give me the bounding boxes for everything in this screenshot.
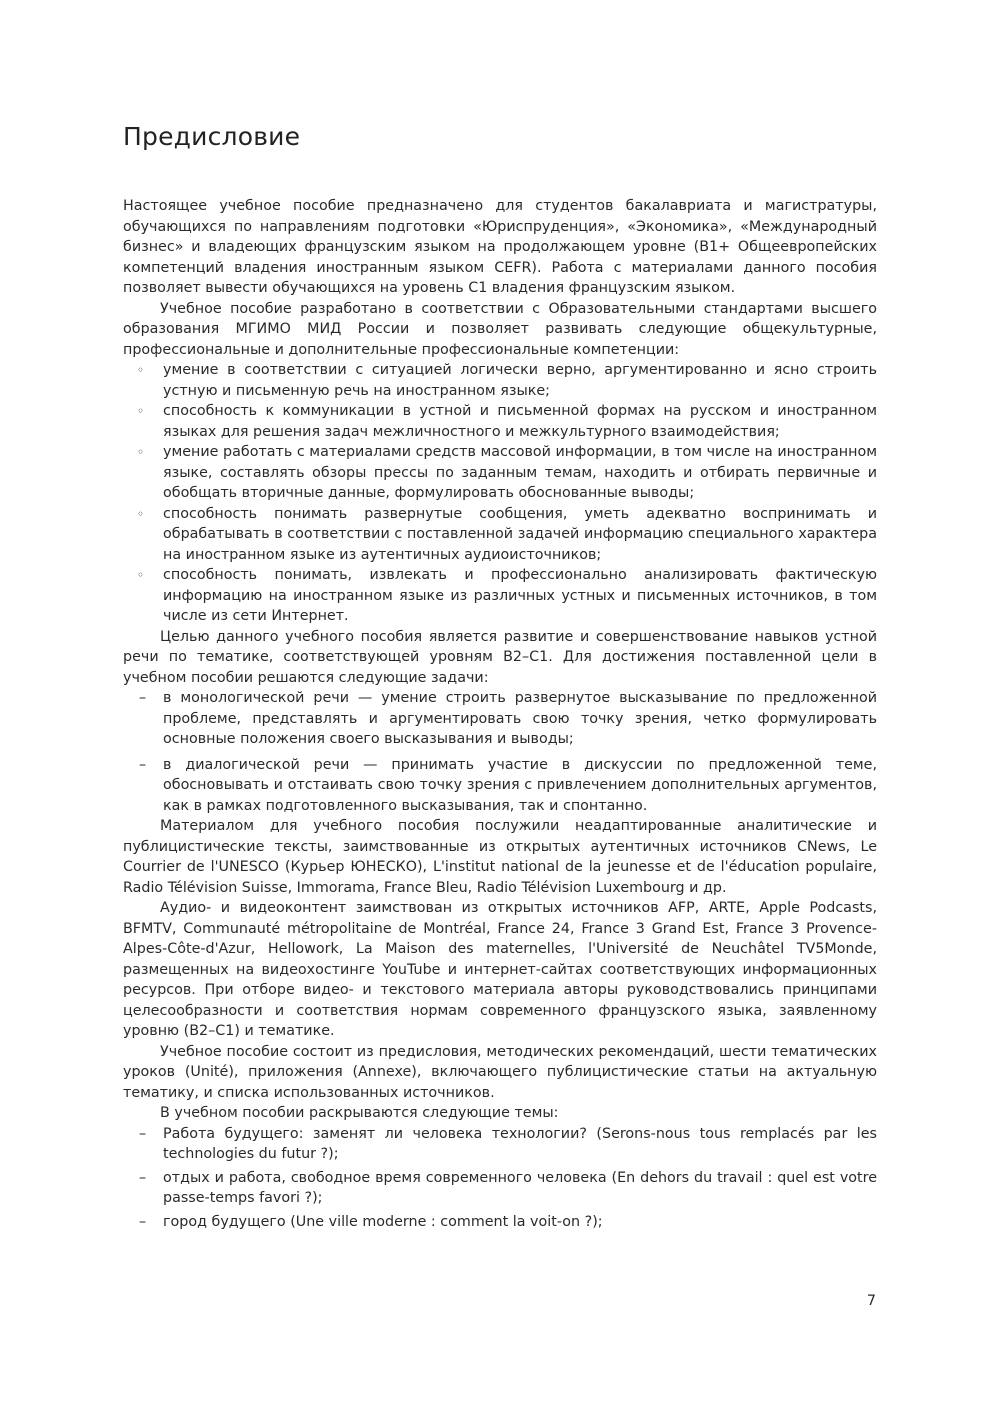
page-number: 7 bbox=[866, 1293, 876, 1309]
topics-list bbox=[123, 1124, 877, 1233]
list-item: – отдых и работа, свободное время современного человека (En dehors du travail : quel est votre passe-temps favori ?); bbox=[123, 1168, 877, 1209]
paragraph-materials: Материалом для учебного пособия послужили неадаптированные аналитические и публицистические тексты, заимствованные из открытых аутентичных источников CNews, Le Courrier de l'UNESCO (Курьер ЮНЕСКО), L'institut national de la jeunesse et de l'éducation populaire, Radio Télévision Suisse, Immorama, France Bleu, Radio Télévision Luxembourg и др. bbox=[123, 818, 877, 896]
paragraph-structure: Учебное пособие состоит из предисловия, методических рекомендаций, шести тематических уроков (Unité), приложения (Annexe), включающего публицистические статьи на актуальную тематику, и списка использованных источников. bbox=[123, 1043, 877, 1101]
list-item: – город будущего (Une ville moderne : comment la voit-on ?); bbox=[123, 1212, 877, 1233]
paragraph-goal: Целью данного учебного пособия является развитие и совершенствование навыков устной речи по тематике, соответствующей уровням B2–C1. Для достижения поставленной цели в учебном пособии решаются следующие задачи: bbox=[123, 628, 877, 686]
page-title: Предисловие bbox=[123, 122, 301, 151]
list-item: ◦ способность к коммуникации в устной и письменной формах на русском и иностранном языках для решения задач межличностного и межкультурного взаимодействия; bbox=[123, 401, 877, 442]
paragraph-topics-intro: В учебном пособии раскрываются следующие темы: bbox=[160, 1105, 559, 1121]
paragraph-standards: Учебное пособие разработано в соответствии с Образовательными стандартами высшего образования МГИМО МИД России и позволяет развивать следующие общекультурные, профессиональные и дополнительные профессиональные компетенции: bbox=[123, 300, 877, 358]
list-item: – Работа будущего: заменят ли человека технологии? (Serons-nous tous remplacés par les technologies du futur ?); bbox=[123, 1124, 877, 1165]
competencies-list bbox=[123, 360, 877, 627]
tasks-list bbox=[123, 688, 877, 816]
list-item: – в диалогической речи — принимать участие в дискуссии по предложенной теме, обосновывать и отстаивать свою точку зрения с привлечением дополнительных аргументов, как в рамках подготовленного высказывания, так и спонтанно. bbox=[123, 755, 877, 817]
body-text bbox=[123, 196, 877, 1235]
list-item: – в монологической речи — умение строить развернутое высказывание по предложенной проблеме, представлять и аргументировать свою точку зрения, четко формулировать основные положения своего высказывания и выводы; bbox=[123, 688, 877, 750]
paragraph-media: Аудио- и видеоконтент заимствован из открытых источников AFP, ARTE, Apple Podcasts, BFMTV, Communauté métropolitaine de Montréal, France 24, France 3 Grand Est, France 3 Provence-Alpes-Côte-d'Azur, Hellowork, La Maison des maternelles, l'Université de Neuchâtel TV5Monde, размещенных на видеохостинге YouTube и интернет-сайтах соответствующих информационных ресурсов. При отборе видео- и текстового материала авторы руководствовались принципами целесообразности и соответствия нормам современного французского языка, заявленному уровню (B2–C1) и тематике. bbox=[123, 900, 877, 1039]
list-item: ◦ умение в соответствии с ситуацией логически верно, аргументированно и ясно строить устную и письменную речь на иностранном языке; bbox=[123, 360, 877, 401]
list-item: ◦ способность понимать, извлекать и профессионально анализировать фактическую информацию на иностранном языке из различных устных и письменных источников, в том числе из сети Интернет. bbox=[123, 565, 877, 627]
list-item: ◦ умение работать с материалами средств массовой информации, в том числе на иностранном языке, составлять обзоры прессы по заданным темам, находить и отбирать первичные и обобщать вторичные данные, формулировать обоснованные выводы; bbox=[123, 442, 877, 504]
list-item: ◦ способность понимать развернутые сообщения, уметь адекватно воспринимать и обрабатывать в соответствии с поставленной задачей информацию специального характера на иностранном языке из аутентичных аудиоисточников; bbox=[123, 504, 877, 566]
paragraph-intro: Настоящее учебное пособие предназначено для студентов бакалавриата и магистратуры, обучающихся по направлениям подготовки «Юриспруденция», «Экономика», «Международный бизнес» и владеющих французским языком на продолжающем уровне (B1+ Общеевропейских компетенций владения иностранным языком CEFR). Работа с материалами данного пособия позволяет вывести обучающихся на уровень C1 владения французским языком. bbox=[123, 198, 877, 296]
